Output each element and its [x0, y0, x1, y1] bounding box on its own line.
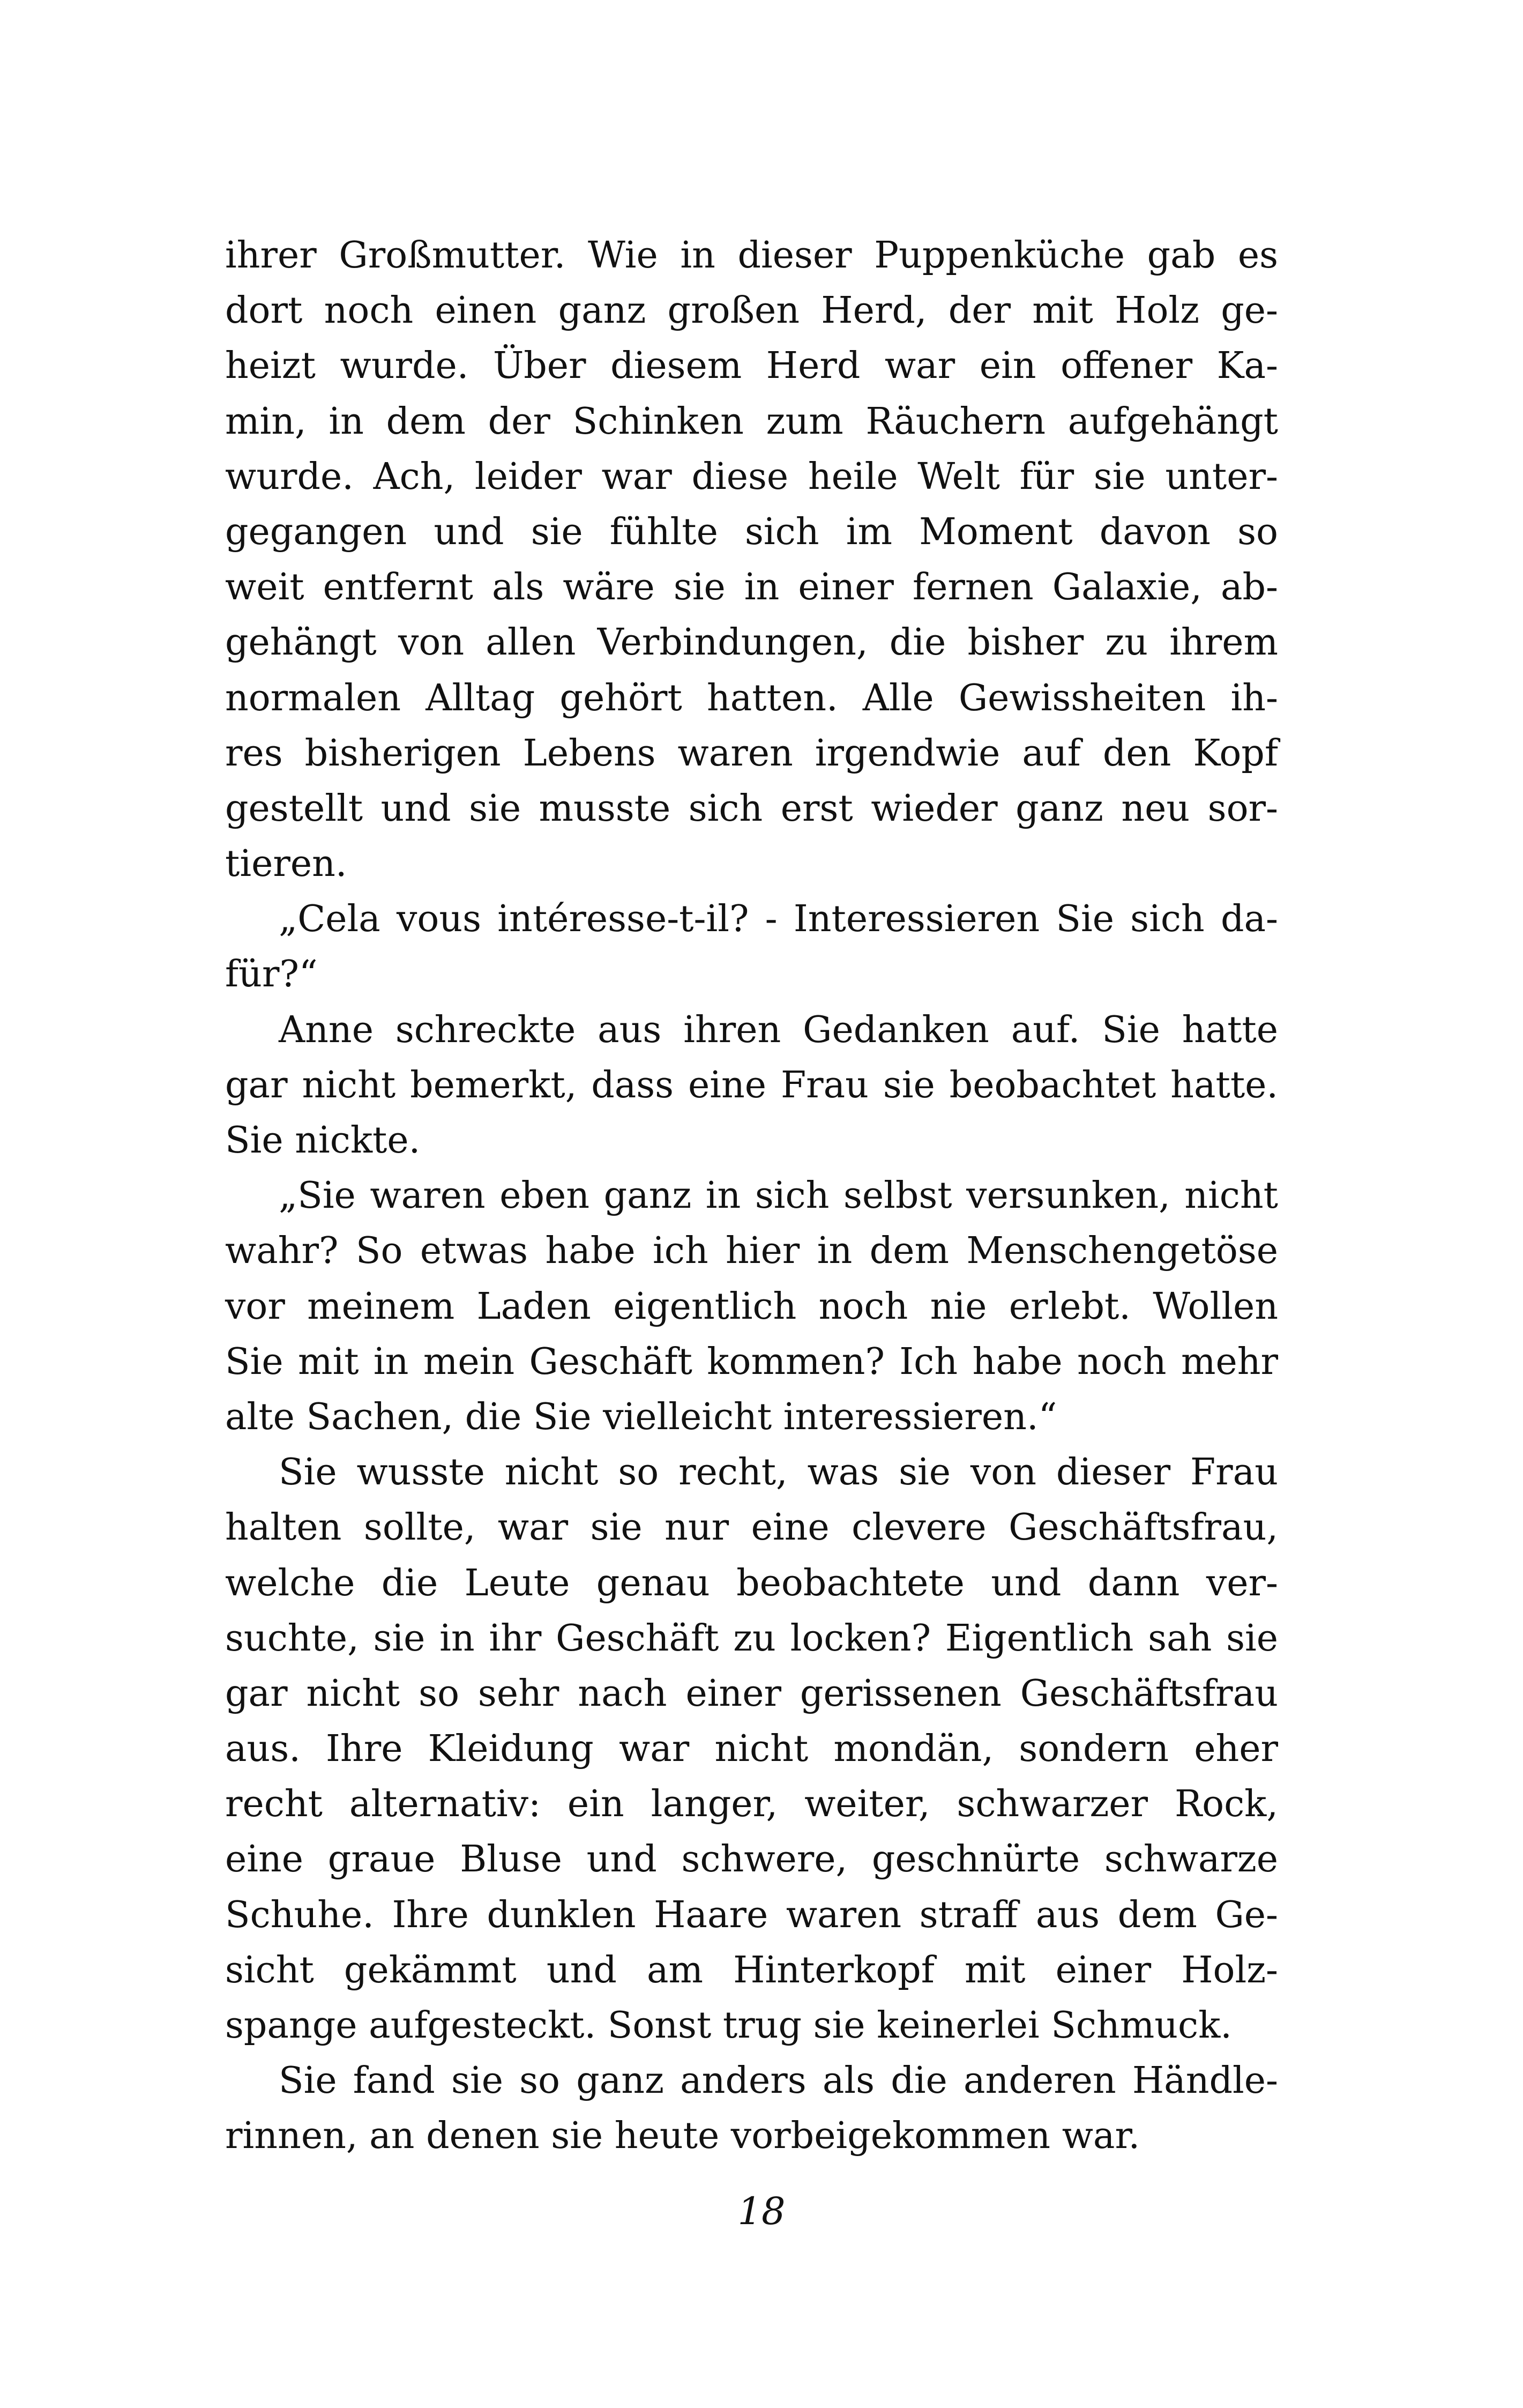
- text-line: wahr? So etwas habe ich hier in dem Menschengetöse: [225, 1230, 1278, 1273]
- text-line: aus. Ihre Kleidung war nicht mondän, sondern eher: [225, 1728, 1278, 1771]
- text-line: suchte, sie in ihr Geschäft zu locken? Eigentlich sah sie: [225, 1617, 1278, 1660]
- text-line: Sie wusste nicht so recht, was sie von dieser Frau: [279, 1451, 1278, 1494]
- text-line: Sie mit in mein Geschäft kommen? Ich habe noch mehr: [225, 1340, 1278, 1383]
- text-line: vor meinem Laden eigentlich noch nie erlebt. Wollen: [225, 1285, 1278, 1328]
- paragraph-2: [225, 891, 1278, 1002]
- text-line: Sie nickte.: [225, 1119, 421, 1162]
- paragraph-6: [225, 2053, 1278, 2164]
- text-line: welche die Leute genau beobachtete und dann ver-: [225, 1562, 1278, 1604]
- text-line: weit entfernt als wäre sie in einer fernen Galaxie, ab-: [225, 566, 1278, 609]
- text-line: sicht gekämmt und am Hinterkopf mit einer Holz-: [225, 1949, 1278, 1991]
- text-line: recht alternativ: ein langer, weiter, schwarzer Rock,: [225, 1783, 1278, 1826]
- text-line: Sie fand sie so ganz anders als die anderen Händle-: [279, 2060, 1278, 2102]
- text-line: min, in dem der Schinken zum Räuchern aufgehängt: [225, 400, 1278, 443]
- text-line: für?“: [225, 953, 318, 996]
- text-line: „Cela vous intéresse-t-il? - Interessieren Sie sich da-: [279, 898, 1278, 941]
- text-line: halten sollte, war sie nur eine clevere Geschäftsfrau,: [225, 1506, 1278, 1549]
- text-line: tieren.: [225, 843, 347, 886]
- text-line: gegangen und sie fühlte sich im Moment davon so: [225, 510, 1278, 553]
- text-line: spange aufgesteckt. Sonst trug sie keinerlei Schmuck.: [225, 2004, 1232, 2047]
- paragraph-4: [225, 1168, 1278, 1445]
- text-line: heizt wurde. Über diesem Herd war ein offener Ka-: [225, 345, 1278, 388]
- text-line: Schuhe. Ihre dunklen Haare waren straff aus dem Ge-: [225, 1893, 1278, 1936]
- text-line: gar nicht bemerkt, dass eine Frau sie beobachtet hatte.: [225, 1064, 1278, 1106]
- paragraph-5: [225, 1445, 1278, 2053]
- text-line: normalen Alltag gehört hatten. Alle Gewissheiten ih-: [225, 677, 1278, 719]
- text-line: ihrer Großmutter. Wie in dieser Puppenküche gab es: [225, 234, 1278, 277]
- paragraph-1: [225, 228, 1278, 891]
- text-line: wurde. Ach, leider war diese heile Welt für sie unter-: [225, 455, 1278, 498]
- text-line: rinnen, an denen sie heute vorbeigekommen war.: [225, 2115, 1140, 2158]
- paragraph-3: [225, 1002, 1278, 1169]
- text-line: eine graue Bluse und schwere, geschnürte schwarze: [225, 1838, 1278, 1881]
- text-line: alte Sachen, die Sie vielleicht interessieren.“: [225, 1395, 1057, 1438]
- text-line: res bisherigen Lebens waren irgendwie auf den Kopf: [225, 732, 1278, 775]
- body-text: [225, 228, 1278, 2164]
- text-line: Anne schreckte aus ihren Gedanken auf. Sie hatte: [279, 1008, 1278, 1051]
- text-line: gar nicht so sehr nach einer gerissenen Geschäftsfrau: [225, 1672, 1278, 1715]
- text-line: „Sie waren eben ganz in sich selbst versunken, nicht: [279, 1175, 1278, 1217]
- text-line: dort noch einen ganz großen Herd, der mit Holz ge-: [225, 289, 1278, 332]
- text-line: gestellt und sie musste sich erst wieder ganz neu sor-: [225, 787, 1278, 830]
- text-line: gehängt von allen Verbindungen, die bisher zu ihrem: [225, 621, 1278, 664]
- page-number: 18: [737, 2189, 786, 2233]
